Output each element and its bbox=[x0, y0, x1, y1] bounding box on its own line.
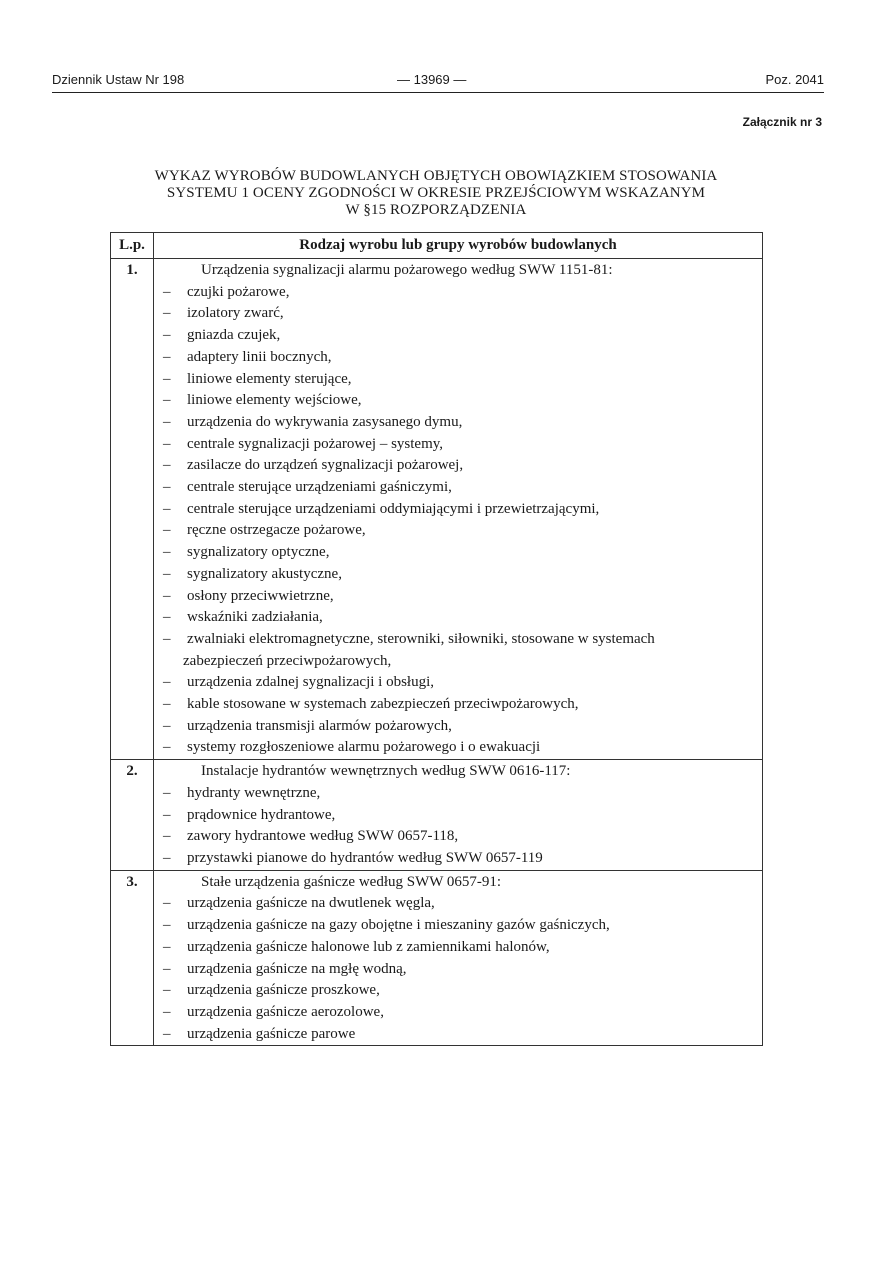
row-number: 3. bbox=[111, 871, 154, 1046]
list-item bbox=[154, 1002, 762, 1024]
row-description bbox=[154, 871, 762, 1046]
list-dash: – bbox=[163, 413, 171, 430]
list-dash: – bbox=[163, 938, 171, 955]
list-item bbox=[154, 434, 762, 456]
list-item-text: adaptery linii bocznych, bbox=[187, 348, 332, 365]
list-item bbox=[154, 980, 762, 1002]
list-item bbox=[154, 893, 762, 915]
list-item-text: urządzenia gaśnicze na gazy obojętne i mieszaniny gazów gaśniczych, bbox=[187, 917, 610, 934]
list-item-text: kable stosowane w systemach zabezpieczeń przeciwpożarowych, bbox=[187, 696, 579, 713]
list-item bbox=[154, 303, 762, 325]
table-body bbox=[111, 259, 762, 1045]
list-dash: – bbox=[163, 457, 171, 474]
list-item bbox=[154, 737, 762, 759]
list-item bbox=[154, 369, 762, 391]
list-dash: – bbox=[163, 587, 171, 604]
list-item bbox=[154, 783, 762, 805]
list-item-text: hydranty wewnętrzne, bbox=[187, 784, 321, 801]
list-item-text: zawory hydrantowe według SWW 0657-118, bbox=[187, 828, 459, 845]
list-item bbox=[154, 805, 762, 827]
list-item-text: urządzenia do wykrywania zasysanego dymu, bbox=[187, 413, 463, 430]
journal-name: Dziennik Ustaw Nr 198 bbox=[52, 72, 185, 87]
list-item bbox=[154, 282, 762, 304]
list-item bbox=[154, 848, 762, 870]
list-dash: – bbox=[163, 674, 171, 691]
products-table bbox=[110, 232, 763, 1046]
list-dash: – bbox=[163, 849, 171, 866]
list-dash: – bbox=[163, 917, 171, 934]
document-title bbox=[110, 168, 762, 219]
list-item bbox=[154, 499, 762, 521]
list-item-text: wskaźniki zadziałania, bbox=[187, 609, 323, 626]
group-heading: Stałe urządzenia gaśnicze według SWW 0657-91: bbox=[201, 873, 502, 890]
list-item-text: przystawki pianowe do hydrantów według SWW 0657-119 bbox=[187, 849, 543, 866]
list-item bbox=[154, 347, 762, 369]
list-item-text: urządzenia gaśnicze aerozolowe, bbox=[187, 1003, 384, 1020]
list-dash: – bbox=[163, 435, 171, 452]
list-item bbox=[154, 455, 762, 477]
list-dash: – bbox=[163, 500, 171, 517]
list-item-text: zwalniaki elektromagnetyczne, sterowniki, siłowniki, stosowane w systemach bbox=[187, 630, 655, 647]
list-dash: – bbox=[163, 479, 171, 496]
column-header-lp: L.p. bbox=[111, 233, 154, 258]
list-item bbox=[154, 915, 762, 937]
list-item bbox=[154, 937, 762, 959]
list-dash: – bbox=[163, 806, 171, 823]
list-item bbox=[154, 716, 762, 738]
list-item bbox=[154, 959, 762, 981]
list-item-text: liniowe elementy wejściowe, bbox=[187, 392, 362, 409]
table-row bbox=[111, 760, 762, 871]
position-number: Poz. 2041 bbox=[765, 72, 824, 87]
group-heading: Instalacje hydrantów wewnętrznych według SWW 0616-117: bbox=[201, 763, 571, 780]
list-item-text: urządzenia gaśnicze parowe bbox=[187, 1025, 356, 1042]
list-item-text: systemy rozgłoszeniowe alarmu pożarowego i o ewakuacji bbox=[187, 739, 541, 756]
list-item bbox=[154, 412, 762, 434]
list-item-text: zasilacze do urządzeń sygnalizacji pożarowej, bbox=[187, 457, 464, 474]
list-item bbox=[154, 564, 762, 586]
list-item-text: sygnalizatory optyczne, bbox=[187, 544, 330, 561]
table-row bbox=[111, 259, 762, 760]
row-number: 1. bbox=[111, 259, 154, 759]
list-item bbox=[154, 390, 762, 412]
list-dash: – bbox=[163, 784, 171, 801]
list-item-text: centrale sterujące urządzeniami gaśniczymi, bbox=[187, 479, 452, 496]
list-item-text: sygnalizatory akustyczne, bbox=[187, 565, 342, 582]
list-item bbox=[154, 694, 762, 716]
title-line: WYKAZ WYROBÓW BUDOWLANYCH OBJĘTYCH OBOWIĄZKIEM STOSOWANIA bbox=[154, 168, 718, 184]
list-item bbox=[154, 520, 762, 542]
list-item bbox=[154, 672, 762, 694]
list-dash: – bbox=[163, 392, 171, 409]
list-item-text: osłony przeciwwietrzne, bbox=[187, 587, 334, 604]
attachment-label: Załącznik nr 3 bbox=[742, 115, 822, 129]
list-dash: – bbox=[163, 960, 171, 977]
list-dash: – bbox=[163, 630, 171, 647]
list-item bbox=[154, 607, 762, 629]
title-line: SYSTEMU 1 OCENY ZGODNOŚCI W OKRESIE PRZEJŚCIOWYM WSKAZANYM bbox=[166, 185, 706, 201]
list-dash: – bbox=[163, 305, 171, 322]
list-dash: – bbox=[163, 283, 171, 300]
list-dash: – bbox=[163, 565, 171, 582]
list-dash: – bbox=[163, 739, 171, 756]
list-item-text: centrale sygnalizacji pożarowej – systemy, bbox=[187, 435, 444, 452]
list-item bbox=[154, 629, 762, 672]
list-dash: – bbox=[163, 895, 171, 912]
list-item-text: urządzenia gaśnicze na dwutlenek węgla, bbox=[187, 895, 435, 912]
list-dash: – bbox=[163, 609, 171, 626]
list-item-text: urządzenia zdalnej sygnalizacji i obsługi, bbox=[187, 674, 434, 691]
list-item-text: liniowe elementy sterujące, bbox=[187, 370, 352, 387]
list-item-continuation: zabezpieczeń przeciwpożarowych, bbox=[183, 652, 392, 669]
list-dash: – bbox=[163, 1003, 171, 1020]
row-description bbox=[154, 760, 762, 870]
list-dash: – bbox=[163, 348, 171, 365]
list-dash: – bbox=[163, 370, 171, 387]
column-header-description: Rodzaj wyrobu lub grupy wyrobów budowlanych bbox=[299, 237, 617, 253]
list-item-text: urządzenia gaśnicze halonowe lub z zamiennikami halonów, bbox=[187, 938, 550, 955]
list-item bbox=[154, 325, 762, 347]
list-item bbox=[154, 477, 762, 499]
list-item-text: izolatory zwarć, bbox=[187, 305, 284, 322]
list-item bbox=[154, 586, 762, 608]
list-item bbox=[154, 1024, 762, 1046]
list-item-text: prądownice hydrantowe, bbox=[187, 806, 336, 823]
list-item bbox=[154, 826, 762, 848]
list-item-text: centrale sterujące urządzeniami oddymiającymi i przewietrzającymi, bbox=[187, 500, 600, 517]
group-heading: Urządzenia sygnalizacji alarmu pożarowego według SWW 1151-81: bbox=[201, 262, 613, 278]
list-item-text: czujki pożarowe, bbox=[187, 283, 290, 300]
list-dash: – bbox=[163, 1025, 171, 1042]
title-line: W §15 ROZPORZĄDZENIA bbox=[345, 202, 527, 218]
list-item-text: urządzenia transmisji alarmów pożarowych, bbox=[187, 717, 452, 734]
list-dash: – bbox=[163, 696, 171, 713]
page-header bbox=[52, 70, 824, 93]
list-item-text: ręczne ostrzegacze pożarowe, bbox=[187, 522, 366, 539]
table-header bbox=[111, 233, 762, 259]
table-row bbox=[111, 871, 762, 1046]
list-dash: – bbox=[163, 327, 171, 344]
row-description bbox=[154, 259, 762, 759]
list-dash: – bbox=[163, 828, 171, 845]
row-number: 2. bbox=[111, 760, 154, 870]
list-item-text: urządzenia gaśnicze proszkowe, bbox=[187, 982, 380, 999]
list-item-text: urządzenia gaśnicze na mgłę wodną, bbox=[187, 960, 407, 977]
page-number: — 13969 — bbox=[397, 72, 467, 87]
list-dash: – bbox=[163, 522, 171, 539]
list-dash: – bbox=[163, 982, 171, 999]
list-item-text: gniazda czujek, bbox=[187, 327, 281, 344]
list-dash: – bbox=[163, 717, 171, 734]
list-dash: – bbox=[163, 544, 171, 561]
list-item bbox=[154, 542, 762, 564]
